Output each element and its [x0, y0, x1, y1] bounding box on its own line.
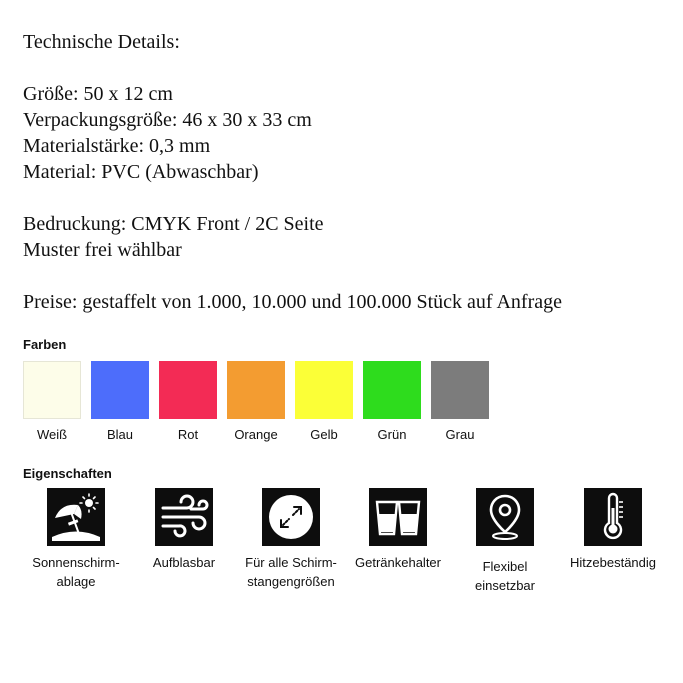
beach-umbrella-icon — [47, 488, 105, 546]
feature-label-flexible: Flexibel einsetzbar — [475, 559, 535, 593]
color-swatch-white[interactable] — [23, 361, 81, 419]
cups-icon — [369, 488, 427, 546]
wind-icon — [155, 488, 213, 546]
color-label-blue: Blau — [106, 427, 134, 442]
color-label-yellow: Gelb — [310, 427, 338, 442]
color-label-red: Rot — [177, 427, 199, 442]
color-swatch-yellow[interactable] — [295, 361, 353, 419]
color-swatch-red[interactable] — [159, 361, 217, 419]
detail-print: Bedruckung: CMYK Front / 2C Seite — [23, 213, 324, 235]
location-pin-icon — [476, 488, 534, 546]
color-swatch-green[interactable] — [363, 361, 421, 419]
detail-prices: Preise: gestaffelt von 1.000, 10.000 und 100.000 Stück auf Anfrage — [23, 291, 562, 313]
color-swatch-blue[interactable] — [91, 361, 149, 419]
detail-pattern: Muster frei wählbar — [23, 239, 182, 261]
detail-material: Material: PVC (Abwaschbar) — [23, 161, 259, 183]
feature-label-cup-holder: Getränkehalter — [355, 555, 441, 570]
color-swatch-gray[interactable] — [431, 361, 489, 419]
diagonal-arrows-icon — [262, 488, 320, 546]
detail-packaging-size: Verpackungsgröße: 46 x 30 x 33 cm — [23, 109, 312, 131]
detail-size: Größe: 50 x 12 cm — [23, 83, 173, 105]
color-label-gray: Grau — [445, 427, 475, 442]
feature-label-pole-sizes: Für alle Schirm- stangengrößen — [245, 555, 337, 589]
color-swatch-orange[interactable] — [227, 361, 285, 419]
colors-heading: Farben — [23, 337, 67, 352]
feature-label-heat-resistant: Hitzebeständig — [570, 555, 656, 570]
thermometer-icon — [584, 488, 642, 546]
feature-label-umbrella-holder: Sonnenschirm- ablage — [32, 555, 120, 589]
feature-label-inflatable: Aufblasbar — [152, 555, 216, 570]
color-label-white: Weiß — [36, 427, 68, 442]
detail-material-thickness: Materialstärke: 0,3 mm — [23, 135, 211, 157]
features-heading: Eigenschaften — [23, 466, 112, 481]
color-label-green: Grün — [377, 427, 407, 442]
details-heading: Technische Details: — [23, 31, 180, 53]
color-label-orange: Orange — [234, 427, 278, 442]
